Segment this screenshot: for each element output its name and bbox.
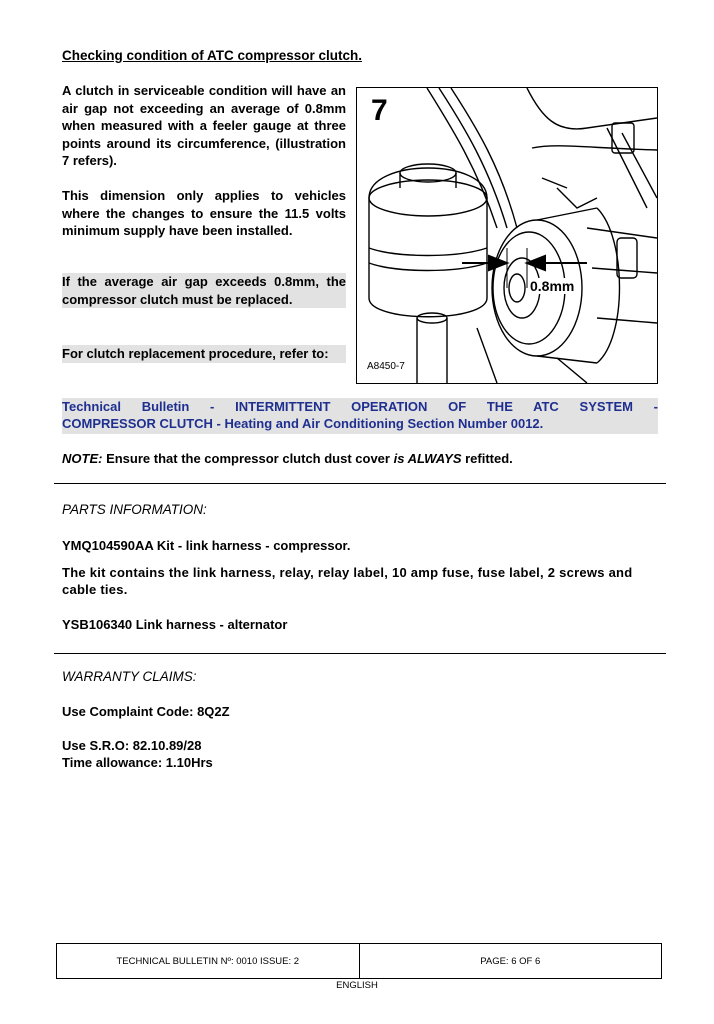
sro-code: Use S.R.O: 82.10.89/28 (62, 738, 202, 753)
bulletin-reference-line1: Technical Bulletin - INTERMITTENT OPERATION OF THE ATC SYSTEM - (62, 399, 658, 414)
note-emphasis: is ALWAYS (393, 451, 462, 466)
note-text-1: Ensure that the compressor clutch dust cover (102, 451, 394, 466)
paragraph-air-gap: A clutch in serviceable condition will have an air gap not exceeding an average of 0.8mm when measured with a feeler gauge at three points around its circumference, (illustration 7 refers). (62, 83, 346, 168)
paragraph-dimension-note: This dimension only applies to vehicles where the changes to ensure the 11.5 volts minimum supply have been installed. (62, 188, 346, 238)
complaint-code: Use Complaint Code: 8Q2Z (62, 704, 230, 719)
time-allowance: Time allowance: 1.10Hrs (62, 755, 213, 770)
bulletin-reference[interactable] (62, 398, 658, 434)
warranty-heading: WARRANTY CLAIMS: (62, 669, 197, 684)
note-line (62, 451, 513, 466)
paragraph-replace-warning: If the average air gap exceeds 0.8mm, the compressor clutch must be replaced. (62, 274, 346, 307)
figure-code: A8450-7 (367, 361, 405, 372)
figure-dimension-label: 0.8mm (530, 278, 575, 294)
paragraph-replacement-ref: For clutch replacement procedure, refer to: (62, 345, 346, 363)
compressor-clutch-drawing (357, 88, 657, 383)
divider (54, 483, 666, 484)
illustration-7 (356, 87, 658, 384)
divider (54, 653, 666, 654)
footer-language: ENGLISH (336, 980, 378, 991)
parts-heading: PARTS INFORMATION: (62, 502, 207, 517)
page-title: Checking condition of ATC compressor clutch. (62, 48, 363, 63)
kit-contents: The kit contains the link harness, relay, relay label, 10 amp fuse, fuse label, 2 screws and cable ties. (62, 565, 633, 597)
note-text-2: refitted. (461, 451, 513, 466)
harness-part-line: YSB106340 Link harness - alternator (62, 617, 288, 632)
kit-part-line: YMQ104590AA Kit - link harness - compressor. (62, 538, 351, 553)
footer-bulletin-number: TECHNICAL BULLETIN Nº: 0010 ISSUE: 2 (116, 955, 300, 967)
footer-table (56, 943, 662, 979)
note-label: NOTE: (62, 451, 103, 466)
bulletin-reference-line2: COMPRESSOR CLUTCH - Heating and Air Conditioning Section Number 0012. (62, 416, 544, 431)
figure-number: 7 (371, 94, 388, 127)
footer-page-number: PAGE: 6 OF 6 (359, 944, 662, 978)
